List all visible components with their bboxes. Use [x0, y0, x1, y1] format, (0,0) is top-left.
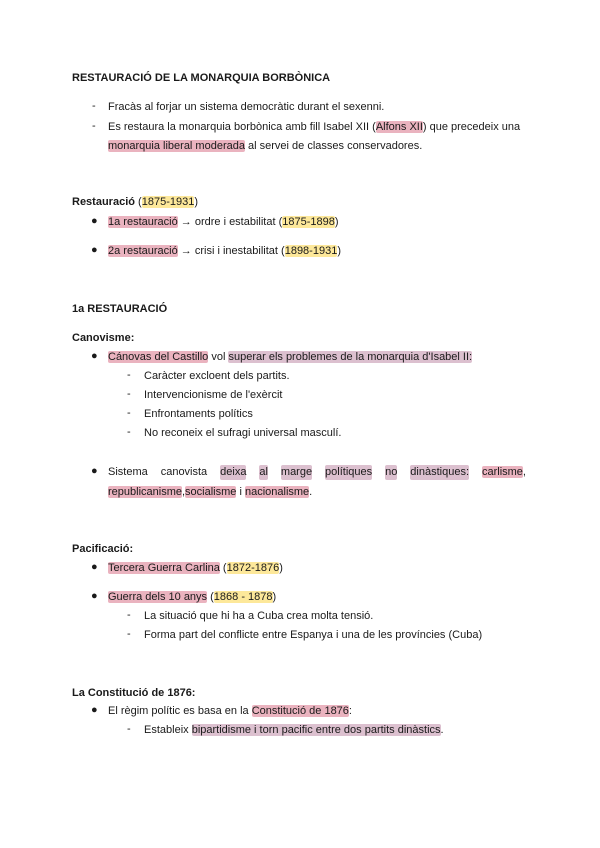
highlight-word: polítiques [325, 466, 373, 478]
canovisme-subitem: Enfrontaments polítics [144, 408, 253, 420]
pacificacio-heading: Pacificació: [72, 543, 134, 555]
highlight-republicanisme: republicanisme [108, 486, 182, 498]
document-title: RESTAURACIÓ DE LA MONARQUIA BORBÒNICA [72, 72, 331, 84]
intro-bullet-2-cont [108, 139, 422, 154]
highlight-nacionalisme: nacionalisme [244, 486, 310, 498]
restauracio-item-1 [108, 215, 339, 230]
constitucio-heading: La Constitució de 1876: [72, 687, 196, 699]
dash-marker: - [127, 388, 131, 400]
pacificacio-subitem: La situació que hi ha a Cuba crea molta tensió. [144, 610, 374, 622]
highlight-label: 1a restauració [108, 216, 178, 228]
text-word: Sistema [108, 466, 148, 478]
highlight-years: 1875-1898 [282, 216, 335, 228]
intro-bullet-1: Fracàs al forjar un sistema democràtic durant el sexenni. [108, 101, 385, 113]
bullet-dot: ● [91, 244, 98, 256]
canovisme-bullet-1 [108, 350, 472, 365]
canovisme-subitem: Caràcter excloent dels partits. [144, 370, 290, 382]
text-run: , [522, 466, 526, 478]
canovisme-heading: Canovisme: [72, 332, 135, 344]
highlight-guerra: Guerra dels 10 anys [108, 591, 208, 603]
canovisme-subitem: Intervencionisme de l'exèrcit [144, 389, 283, 401]
canovisme-bullet-2 [108, 465, 526, 480]
highlight-word: no [385, 466, 398, 478]
text-run: vol [208, 351, 229, 363]
section-heading-1a: 1a RESTAURACIÓ [72, 303, 168, 315]
dash-marker: - [127, 609, 131, 621]
constitucio-bullet-1 [108, 704, 352, 719]
highlight-carlisme: carlisme [481, 466, 523, 478]
text-run: ( [207, 591, 214, 603]
constitucio-subitem [144, 723, 444, 738]
pacificacio-subitem: Forma part del conflicte entre Espanya i una de les províncies (Cuba) [144, 629, 483, 641]
text-run: ) [272, 591, 277, 603]
dash-marker: - [127, 628, 131, 640]
highlight-socialisme: socialisme [185, 486, 237, 498]
highlight-carlina: Tercera Guerra Carlina [108, 562, 220, 574]
highlight-bipartidisme: bipartidisme i torn pacific entre dos partits dinàstics [191, 724, 441, 736]
highlight-word: dinàstiques: [410, 466, 470, 478]
text-run: ) [279, 562, 283, 574]
heading-text: Restauració [72, 196, 135, 208]
text-run: . [440, 724, 444, 736]
pacificacio-bullet-1 [108, 561, 283, 576]
highlight-word: al [259, 466, 268, 478]
highlight-canovas: Cánovas del Castillo [108, 351, 209, 363]
highlight-monarquia: monarquia liberal moderada [108, 140, 245, 152]
canovisme-subitem: No reconeix el sufragi universal masculí. [144, 427, 342, 439]
highlight-alfons: Alfons XII [375, 121, 423, 133]
bullet-dot: ● [91, 465, 98, 477]
text-run: . [309, 486, 313, 498]
dash-marker: - [92, 100, 96, 112]
text-run: Es restaura la monarquia borbònica amb fill Isabel XII ( [108, 121, 376, 133]
text-run: ) [337, 245, 341, 257]
highlight-word: marge [280, 466, 313, 478]
text-run: El règim polític es basa en la [108, 705, 252, 717]
restauracio-item-2 [108, 244, 341, 259]
text-word: canovista [160, 466, 208, 478]
highlight-word: deixa [220, 466, 247, 478]
dash-marker: - [92, 120, 96, 132]
text-run: al servei de classes conservadores. [244, 140, 423, 152]
highlight-years: 1868 - 1878 [213, 591, 273, 603]
text-run: i [236, 486, 245, 498]
text-run: ) [194, 196, 198, 208]
text-run: ) que precedeix una [422, 121, 521, 133]
dash-marker: - [127, 723, 131, 735]
dash-marker: - [127, 407, 131, 419]
text-run: , [181, 486, 186, 498]
intro-bullet-2 [108, 120, 520, 135]
pacificacio-bullet-2 [108, 590, 276, 605]
dash-marker: - [127, 369, 131, 381]
highlight-years: 1898-1931 [284, 245, 338, 257]
highlight-superar: superar els problemes de la monarquia d'Isabel II: [228, 351, 473, 363]
bullet-dot: ● [91, 590, 98, 602]
text-word [482, 465, 526, 480]
text-run: ) [334, 216, 339, 228]
canovisme-bullet-2-cont [108, 485, 312, 500]
text-run: : [348, 705, 352, 717]
bullet-dot: ● [91, 561, 98, 573]
highlight-label: 2a restauració [108, 245, 178, 257]
bullet-dot: ● [91, 704, 98, 716]
bullet-dot: ● [91, 215, 98, 227]
highlight-years: 1872-1876 [226, 562, 280, 574]
text-run: ( [219, 562, 227, 574]
text-run: → crisi i inestabilitat ( [177, 245, 285, 257]
text-run: Estableix [144, 724, 192, 736]
bullet-dot: ● [91, 350, 98, 362]
dash-marker: - [127, 426, 131, 438]
highlight-years: 1875-1931 [141, 196, 195, 208]
text-run: ( [134, 196, 142, 208]
highlight-constitucio: Constitució de 1876 [251, 705, 349, 717]
text-run: → ordre i estabilitat ( [177, 216, 283, 228]
restauracio-heading [72, 195, 198, 210]
